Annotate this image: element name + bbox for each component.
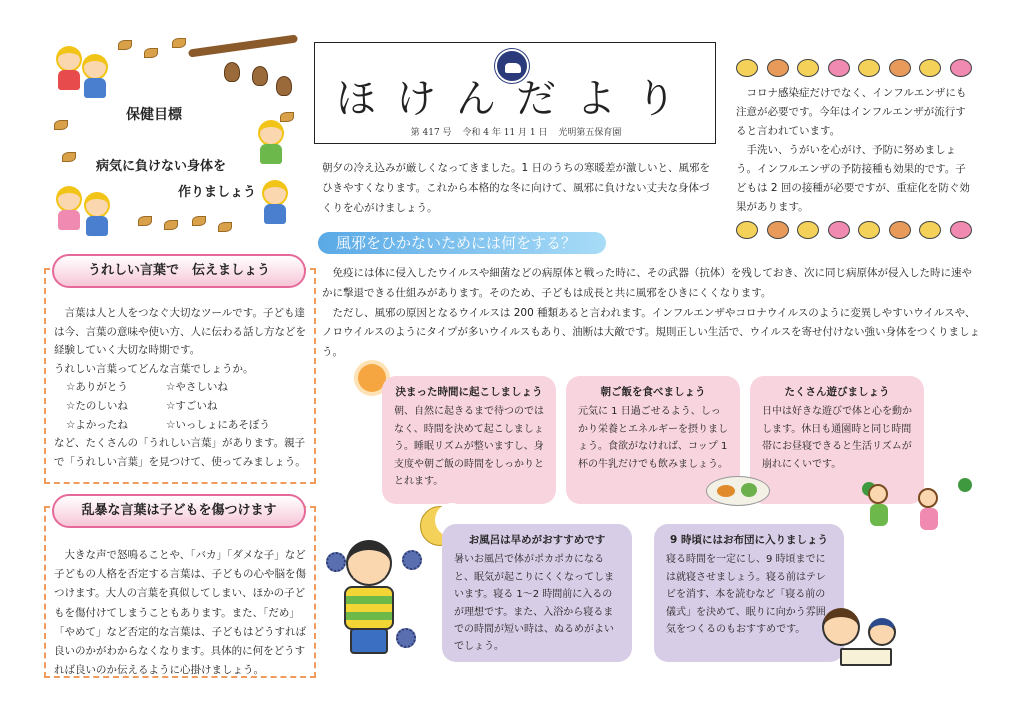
germ-icon — [767, 59, 789, 77]
leaf-illustration — [280, 112, 294, 122]
health-goal-text — [96, 154, 256, 206]
issue-date: 令和 4 年 11 月 1 日 — [462, 128, 548, 138]
tip-text: 寝る時間を一定にし、9 時頃までには就寝させましょう。寝る前はテレビを消す、本を読むなど「寝る前の儀式」を決めて、眠りに向かう雰囲気をつくるのもおすすめです。 — [666, 554, 826, 636]
tip-title: 決まった時間に起こしましょう — [395, 386, 543, 398]
tree-branch-illustration — [188, 34, 298, 57]
tip-text: 元気に 1 日過ごせるよう、しっかり栄養とエネルギーを摂りましょう。食欲がなければ、コップ 1 杯の牛乳だけでも飲みましょう。 — [578, 406, 728, 470]
rough-words-text — [54, 546, 306, 680]
germ-icon — [950, 59, 972, 77]
issue-number: 第 417 号 — [410, 128, 452, 138]
tree-icon — [958, 478, 972, 492]
tip-bath — [442, 524, 632, 662]
kind-words-paragraph-2: うれしい言葉ってどんな言葉でしょうか。 — [54, 362, 254, 375]
issue-info — [315, 125, 717, 138]
germ-icon — [919, 59, 941, 77]
leaf-illustration — [164, 220, 178, 230]
kind-words-text — [54, 304, 306, 471]
tip-title: お風呂は早めがおすすめです — [468, 534, 606, 546]
child-illustration — [918, 488, 938, 508]
kind-word-item: ☆ありがとう — [66, 381, 128, 394]
tip-title: 朝ご飯を食べましょう — [600, 386, 706, 398]
child-illustration — [868, 484, 888, 504]
bedtime-reading-illustration — [818, 606, 914, 670]
school-name: 光明第五保育園 — [558, 128, 622, 138]
breakfast-plate-illustration — [706, 476, 770, 506]
health-goal — [96, 84, 256, 216]
leaf-illustration — [54, 120, 68, 130]
flu-notice-paragraph-1: コロナ感染症だけでなく、インフルエンザにも注意が必要です。今年はインフルエンザが流行すると言われています。 — [736, 87, 967, 137]
health-goal-line-2: 作りましょう — [177, 185, 256, 200]
leaf-illustration — [62, 152, 76, 162]
leaf-illustration — [192, 216, 206, 226]
germ-illustration-row — [736, 218, 972, 242]
germ-icon — [858, 221, 880, 239]
germ-icon — [828, 221, 850, 239]
health-goal-card — [48, 36, 300, 236]
germ-icon — [736, 59, 758, 77]
kind-words-list — [54, 378, 306, 434]
child-body-illustration — [870, 504, 888, 526]
newsletter-title: ほけんだより — [336, 76, 696, 122]
rough-words-paragraph: 大きな声で怒鳴ることや、「バカ」「ダメな子」など子どもの人格を否定する言葉は、子どもの心や脳を傷つけます。大人の言葉を真似してしまい、ほかの子どもを傷付けてしまうこともあります。また、「だめ」「やめて」など否定的な言葉は、子どもはどうすれば良いのかがわからなくなります。具体的に何をどうすれば良いのか伝えるように心掛けましょう。 — [54, 549, 306, 677]
germ-icon — [767, 221, 789, 239]
child-body-illustration — [920, 508, 938, 530]
cold-prevention-paragraph-2: ただし、風邪の原因となるウイルスは 200 種類あると言われます。インフルエンザやコロナウイルスのように変異しやすいウイルスや、ノロウイルスのようにタイプが多いウイルスもあり、油断は大敵です。規則正しい生活で、ウイルスを寄せ付けない強い身体をつくりましょう。 — [322, 306, 981, 359]
tip-bedtime — [654, 524, 844, 662]
health-goal-line-1: 病気に負けない身体を — [96, 159, 227, 174]
kind-words-paragraph-1: 言葉は人と人をつなぐ大切なツールです。子ども達は今、言葉の意味や使い方、人に伝わる話し方などを経験していく大切な時期です。 — [54, 307, 306, 357]
kind-word-item: ☆よかったね — [66, 418, 128, 431]
leaf-illustration — [118, 40, 132, 50]
owl-illustration — [276, 76, 292, 96]
leaf-illustration — [172, 38, 186, 48]
rough-words-heading: 乱暴な言葉は子どもを傷つけます — [52, 494, 306, 528]
germ-icon — [889, 59, 911, 77]
tip-text: 朝、自然に起きるまで待つのではなく、時間を決めて起こしましょう。睡眠リズムが整いますし、身支度や朝ご飯の時間をしっかりととれます。 — [394, 406, 544, 488]
tip-title: たくさん遊びましょう — [784, 386, 890, 398]
germ-icon — [828, 59, 850, 77]
tip-wake-up — [382, 376, 556, 504]
cold-prevention-text — [322, 264, 982, 363]
tip-title: 9 時頃にはお布団に入りましょう — [670, 534, 828, 546]
virus-icon — [326, 552, 346, 572]
kind-word-item: ☆たのしいね — [66, 399, 128, 412]
germ-illustration-row — [736, 56, 972, 80]
kind-words-paragraph-3: など、たくさんの「うれしい言葉」があります。親子で「うれしい言葉」を見つけて、使ってみましょう。 — [54, 437, 306, 468]
leaf-illustration — [138, 216, 152, 226]
owl-illustration — [252, 66, 268, 86]
germ-icon — [797, 221, 819, 239]
germ-icon — [919, 221, 941, 239]
tip-text: 日中は好きな遊びで体と心を動かします。休日も通園時と同じ時間帯にお昼寝できると生活リズムが崩れにくいです。 — [762, 406, 912, 470]
health-goal-title: 保健目標 — [126, 107, 182, 123]
kind-words-heading: うれしい言葉で 伝えましょう — [52, 254, 306, 288]
kind-word-item: ☆すごいね — [166, 399, 218, 412]
virus-icon — [402, 550, 422, 570]
leaf-illustration — [218, 222, 232, 232]
tip-text: 暑いお風呂で体がポカポカになると、眠気が起こりにくくなってしまいます。寝る 1～2 時間前に入るのが理想です。また、入浴から寝るまでの時間が短い時は、ぬるめがよいでしょう。 — [454, 554, 614, 653]
germ-icon — [950, 221, 972, 239]
kind-word-item: ☆やさしいね — [166, 381, 228, 394]
cold-prevention-paragraph-1: 免疫には体に侵入したウイルスや細菌などの病原体と戦った時に、その武器（抗体）を残しておき、次に同じ病原体が侵入した時に速やかに撃退できる仕組みがあります。そのため、子どもは成長と共に風邪をひきにくくなります。 — [322, 267, 972, 299]
germ-icon — [736, 221, 758, 239]
kind-word-item: ☆いっしょにあそぼう — [166, 418, 270, 431]
owl-illustration — [224, 62, 240, 82]
intro-text: 朝夕の冷え込みが厳しくなってきました。1 日のうちの寒暖差が激しいと、風邪をひきやすくなります。これから本格的な冬に向けて、風邪に負けない丈夫な身体づくりを心がけましょう。 — [322, 162, 711, 214]
germ-icon — [858, 59, 880, 77]
flu-notice — [736, 84, 972, 217]
germ-icon — [797, 59, 819, 77]
newsletter-header — [314, 42, 716, 144]
virus-icon — [396, 628, 416, 648]
flu-notice-paragraph-2: 手洗い、うがいを心がけ、予防に努めましょう。インフルエンザの予防接種も効果的です。子どもは 2 回の接種が必要ですが、重症化を防ぐ効果があります。 — [736, 144, 970, 213]
leaf-illustration — [144, 48, 158, 58]
playing-children-illustration — [858, 478, 978, 528]
cold-prevention-heading: 風邪をひかないためには何をする？ — [318, 232, 606, 254]
germ-icon — [889, 221, 911, 239]
